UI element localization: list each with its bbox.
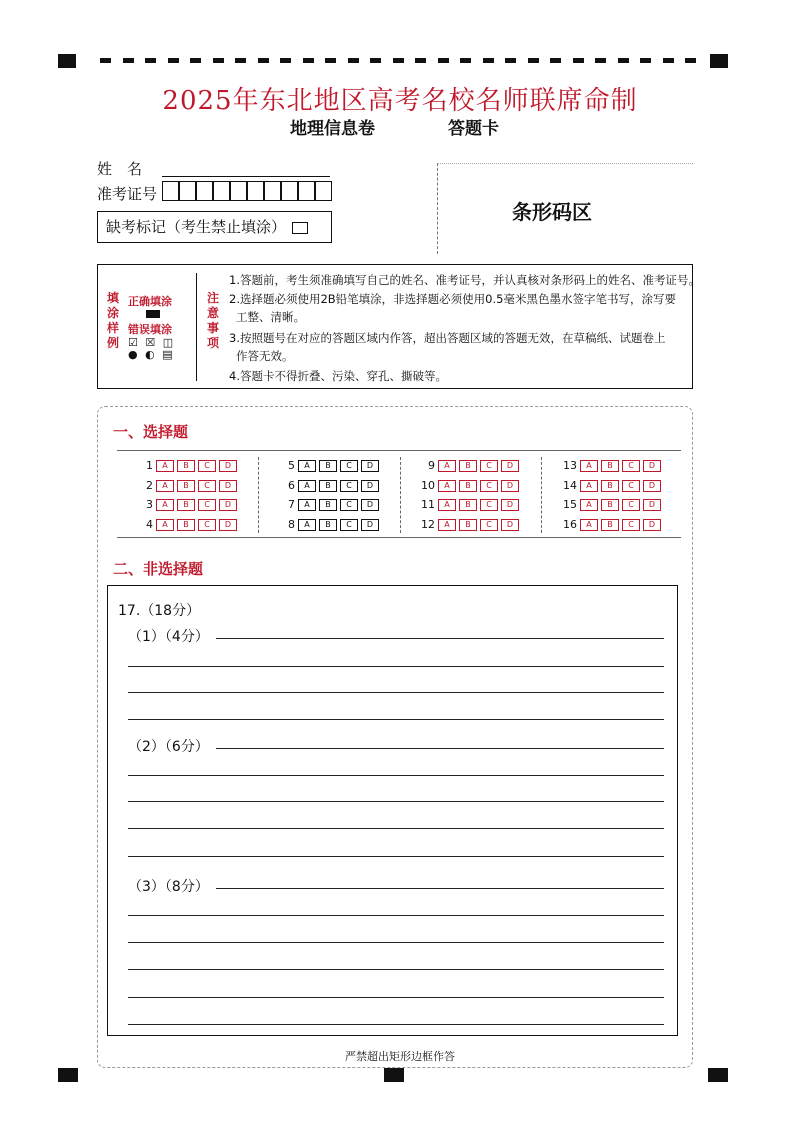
- option-bubble-a[interactable]: A: [438, 499, 456, 511]
- option-bubble-b[interactable]: B: [601, 480, 619, 492]
- option-bubble-d[interactable]: D: [361, 499, 379, 511]
- option-bubble-a[interactable]: A: [298, 460, 316, 472]
- option-bubble-b[interactable]: B: [319, 480, 337, 492]
- footer-note: 严禁超出矩形边框作答: [345, 1050, 455, 1063]
- answer-line[interactable]: [128, 801, 664, 802]
- mcq-question-15: [559, 498, 664, 512]
- id-digit-box[interactable]: [162, 181, 179, 201]
- notice-line: 工整、清晰。: [236, 310, 305, 324]
- mcq-question-8: [277, 518, 382, 532]
- id-digit-box[interactable]: [298, 181, 315, 201]
- option-bubble-a[interactable]: A: [438, 460, 456, 472]
- option-bubble-b[interactable]: B: [601, 460, 619, 472]
- id-digit-box[interactable]: [196, 181, 213, 201]
- absent-label: 缺考标记（考生禁止填涂）: [106, 218, 287, 236]
- answer-line[interactable]: [128, 1024, 664, 1025]
- option-bubble-d[interactable]: D: [219, 499, 237, 511]
- subject-label: 地理信息卷: [290, 119, 375, 139]
- option-bubble-c[interactable]: C: [340, 480, 358, 492]
- option-bubble-c[interactable]: C: [622, 519, 640, 531]
- option-bubble-b[interactable]: B: [459, 460, 477, 472]
- question-number: 6: [288, 478, 295, 492]
- question-number: 15: [563, 498, 577, 511]
- question-number: 5: [288, 459, 295, 472]
- option-bubble-c[interactable]: C: [340, 499, 358, 511]
- question-number: 1: [146, 459, 153, 472]
- option-bubble-d[interactable]: D: [643, 499, 661, 511]
- timing-mark: [640, 58, 651, 63]
- option-bubble-d[interactable]: D: [219, 460, 237, 472]
- mcq-question-9: [417, 459, 522, 473]
- option-bubble-b[interactable]: B: [601, 519, 619, 531]
- option-bubble-d[interactable]: D: [361, 460, 379, 472]
- mcq-question-10: [417, 479, 522, 493]
- section2-title: 二、非选择题: [113, 560, 204, 578]
- mcq-question-4: [135, 518, 240, 532]
- option-bubble-c[interactable]: C: [622, 499, 640, 511]
- option-bubble-b[interactable]: B: [601, 499, 619, 511]
- divider: [541, 457, 542, 533]
- option-bubble-b[interactable]: B: [177, 519, 195, 531]
- option-bubble-d[interactable]: D: [361, 480, 379, 492]
- divider: [258, 457, 259, 533]
- option-bubble-c[interactable]: C: [198, 460, 216, 472]
- mcq-question-11: [417, 498, 522, 512]
- option-bubble-d[interactable]: D: [501, 480, 519, 492]
- mcq-question-3: [135, 498, 240, 512]
- timing-mark: [258, 58, 269, 63]
- option-bubble-d[interactable]: D: [643, 460, 661, 472]
- option-bubble-b[interactable]: B: [459, 480, 477, 492]
- id-digit-box[interactable]: [264, 181, 281, 201]
- option-bubble-c[interactable]: C: [340, 460, 358, 472]
- timing-mark: [663, 58, 674, 63]
- id-digit-box[interactable]: [247, 181, 264, 201]
- timing-mark: [168, 58, 179, 63]
- divider: [196, 273, 197, 381]
- id-digit-box[interactable]: [213, 181, 230, 201]
- option-bubble-b[interactable]: B: [177, 499, 195, 511]
- answer-line[interactable]: [128, 915, 664, 916]
- option-bubble-a[interactable]: A: [438, 519, 456, 531]
- answer-line[interactable]: [128, 969, 664, 970]
- mcq-question-6: [277, 479, 382, 493]
- exam-title: 2025年东北地区高考名校名师联席命制: [162, 86, 638, 116]
- timing-mark: [303, 58, 314, 63]
- timing-mark: [708, 1068, 728, 1082]
- answer-line[interactable]: [128, 719, 664, 720]
- timing-mark: [460, 58, 471, 63]
- answer-line[interactable]: [128, 942, 664, 943]
- fill-example-label: 填涂样例: [106, 291, 119, 350]
- option-bubble-d[interactable]: D: [501, 499, 519, 511]
- option-bubble-c[interactable]: C: [198, 499, 216, 511]
- option-bubble-c[interactable]: C: [622, 460, 640, 472]
- mcq-question-13: [559, 459, 664, 473]
- timing-mark: [505, 58, 516, 63]
- question-number: 8: [288, 517, 295, 531]
- question-number: 3: [146, 498, 153, 511]
- option-bubble-d[interactable]: D: [501, 519, 519, 531]
- question-number: 12: [421, 517, 435, 531]
- notice-line: 1.答题前，考生须准确填写自己的姓名、准考证号，并认真核对条形码上的姓名、准考证号。: [229, 273, 700, 287]
- mcq-question-5: [277, 459, 382, 473]
- option-bubble-a[interactable]: A: [298, 519, 316, 531]
- option-bubble-b[interactable]: B: [319, 499, 337, 511]
- id-label: 准考证号: [97, 185, 158, 203]
- question-number: 16: [563, 517, 577, 531]
- card-label: 答题卡: [448, 119, 499, 139]
- question-number: 7: [288, 498, 295, 511]
- id-digit-box[interactable]: [281, 181, 298, 201]
- barcode-area: [437, 163, 693, 254]
- answer-line[interactable]: [128, 692, 664, 693]
- divider: [400, 457, 401, 533]
- option-bubble-a[interactable]: A: [580, 499, 598, 511]
- option-bubble-a[interactable]: A: [580, 480, 598, 492]
- mcq-grid: [117, 450, 681, 538]
- absent-checkbox[interactable]: [292, 222, 308, 234]
- option-bubble-a[interactable]: A: [298, 499, 316, 511]
- answer-line[interactable]: [128, 856, 664, 857]
- question-number: 10: [421, 478, 435, 492]
- notice-line: 3.按照题号在对应的答题区域内作答，超出答题区域的答题无效，在草稿纸、试题卷上: [229, 331, 666, 345]
- option-bubble-a[interactable]: A: [156, 519, 174, 531]
- timing-mark: [348, 58, 359, 63]
- mcq-question-2: [135, 479, 240, 493]
- mcq-question-1: [135, 459, 240, 473]
- absent-mark-box: [97, 211, 332, 243]
- timing-mark: [384, 1068, 404, 1082]
- option-bubble-d[interactable]: D: [643, 519, 661, 531]
- timing-mark: [190, 58, 201, 63]
- timing-mark: [100, 58, 111, 63]
- part3-label: （3）（8分）: [128, 879, 209, 895]
- name-field[interactable]: [162, 176, 330, 177]
- timing-mark: [213, 58, 224, 63]
- option-bubble-a[interactable]: A: [156, 480, 174, 492]
- timing-mark: [710, 54, 728, 68]
- timing-mark: [528, 58, 539, 63]
- mcq-question-14: [559, 479, 664, 493]
- timing-mark: [235, 58, 246, 63]
- answer-line[interactable]: [216, 638, 664, 639]
- notice-line: 2.选择题必须使用2B铅笔填涂，非选择题必须使用0.5毫米黑色墨水签字笔书写，涂写要: [229, 292, 676, 306]
- timing-mark: [58, 1068, 78, 1082]
- option-bubble-c[interactable]: C: [480, 480, 498, 492]
- question-number: 14: [563, 478, 577, 492]
- timing-mark: [123, 58, 134, 63]
- timing-mark: [325, 58, 336, 63]
- notice-label: 注意事项: [206, 291, 219, 350]
- timing-mark: [685, 58, 696, 63]
- barcode-label: 条形码区: [512, 200, 592, 224]
- timing-mark: [370, 58, 381, 63]
- option-bubble-c[interactable]: C: [480, 499, 498, 511]
- timing-mark: [483, 58, 494, 63]
- part1-label: （1）（4分）: [128, 629, 209, 645]
- timing-mark: [58, 54, 76, 68]
- id-digit-box[interactable]: [179, 181, 196, 201]
- question-number: 13: [563, 459, 577, 472]
- mcq-question-16: [559, 518, 664, 532]
- notice-line: 作答无效。: [236, 349, 294, 363]
- timing-mark: [618, 58, 629, 63]
- timing-mark: [595, 58, 606, 63]
- answer-line[interactable]: [128, 997, 664, 998]
- timing-mark: [415, 58, 426, 63]
- q17-label: 17.（18分）: [118, 603, 201, 619]
- option-bubble-c[interactable]: C: [198, 519, 216, 531]
- option-bubble-c[interactable]: C: [198, 480, 216, 492]
- option-bubble-a[interactable]: A: [580, 519, 598, 531]
- timing-mark: [573, 58, 584, 63]
- option-bubble-a[interactable]: A: [438, 480, 456, 492]
- option-bubble-b[interactable]: B: [177, 480, 195, 492]
- timing-mark: [550, 58, 561, 63]
- question-number: 9: [428, 459, 435, 472]
- wrong-fill-label: 错误填涂: [128, 323, 172, 336]
- mcq-question-12: [417, 518, 522, 532]
- option-bubble-d[interactable]: D: [219, 519, 237, 531]
- answer-line[interactable]: [128, 775, 664, 776]
- name-label: 姓 名: [97, 160, 143, 178]
- section1-title: 一、选择题: [113, 423, 189, 441]
- timing-mark: [393, 58, 404, 63]
- answer-line[interactable]: [216, 888, 664, 889]
- option-bubble-d[interactable]: D: [501, 460, 519, 472]
- option-bubble-b[interactable]: B: [459, 519, 477, 531]
- instructions-box: [97, 264, 700, 389]
- option-bubble-a[interactable]: A: [298, 480, 316, 492]
- id-digit-box[interactable]: [315, 181, 332, 201]
- option-bubble-c[interactable]: C: [480, 519, 498, 531]
- answer-line[interactable]: [216, 748, 664, 749]
- answer-line[interactable]: [128, 666, 664, 667]
- option-bubble-a[interactable]: A: [156, 460, 174, 472]
- option-bubble-a[interactable]: A: [156, 499, 174, 511]
- option-bubble-c[interactable]: C: [622, 480, 640, 492]
- option-bubble-c[interactable]: C: [340, 519, 358, 531]
- option-bubble-d[interactable]: D: [219, 480, 237, 492]
- option-bubble-b[interactable]: B: [177, 460, 195, 472]
- timing-mark: [438, 58, 449, 63]
- correct-fill-label: 正确填涂: [128, 295, 172, 308]
- question-number: 4: [146, 517, 153, 531]
- option-bubble-b[interactable]: B: [319, 460, 337, 472]
- wrong-fill-samples: ☑ ☒ ◫ ● ◐ ▤: [128, 336, 176, 361]
- mcq-question-7: [277, 498, 382, 512]
- option-bubble-c[interactable]: C: [480, 460, 498, 472]
- q17-answer-box[interactable]: [107, 585, 678, 1036]
- question-number: 2: [146, 478, 153, 492]
- notice-line: 4.答题卡不得折叠、污染、穿孔、撕破等。: [229, 369, 447, 383]
- correct-fill-sample: [146, 310, 160, 318]
- id-digit-box[interactable]: [230, 181, 247, 201]
- answer-line[interactable]: [128, 828, 664, 829]
- timing-mark: [280, 58, 291, 63]
- option-bubble-a[interactable]: A: [580, 460, 598, 472]
- part2-label: （2）（6分）: [128, 739, 209, 755]
- option-bubble-d[interactable]: D: [643, 480, 661, 492]
- option-bubble-b[interactable]: B: [319, 519, 337, 531]
- timing-mark: [145, 58, 156, 63]
- option-bubble-b[interactable]: B: [459, 499, 477, 511]
- option-bubble-d[interactable]: D: [361, 519, 379, 531]
- question-number: 11: [421, 498, 435, 511]
